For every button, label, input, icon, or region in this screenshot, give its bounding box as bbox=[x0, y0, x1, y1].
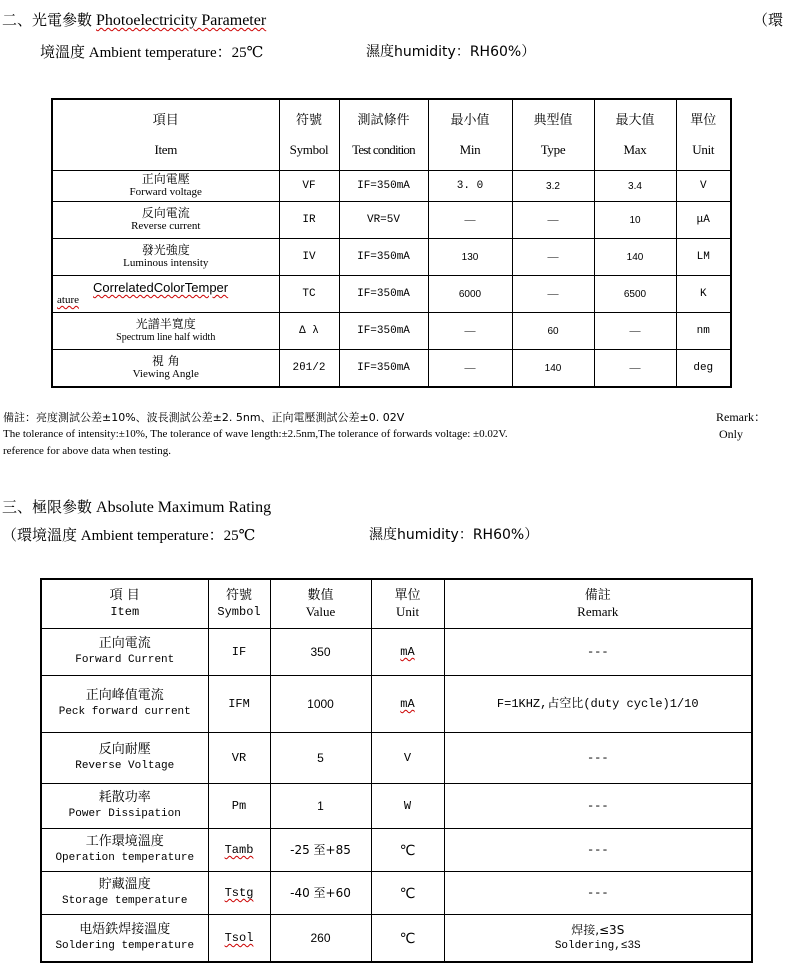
remark-cell: --- bbox=[444, 829, 752, 872]
unit-cell: nm bbox=[676, 313, 731, 350]
section3-title-en: Absolute Maximum Rating bbox=[96, 499, 272, 516]
notes-en-cont: reference for above data when testing. bbox=[3, 445, 171, 457]
symbol-cell: VR bbox=[208, 733, 270, 784]
condition-cell: IF=350mA bbox=[339, 276, 428, 313]
remark-cell: --- bbox=[444, 629, 752, 676]
unit-cell: mA bbox=[371, 676, 444, 733]
item-cell: CorrelatedColorTemper ature bbox=[52, 276, 279, 313]
table1-header-cell: 項目 Item bbox=[52, 99, 279, 171]
value-cell: 5 bbox=[270, 733, 371, 784]
table1-row bbox=[52, 239, 731, 276]
remark-only: Only bbox=[719, 427, 743, 441]
table2-header-cell: 備註 Remark bbox=[444, 579, 752, 629]
unit-cell: LM bbox=[676, 239, 731, 276]
table1-header-cell: 符號 Symbol bbox=[279, 99, 339, 171]
symbol-cell: Tamb bbox=[208, 829, 270, 872]
item-cell: 反向耐壓 Reverse Voltage bbox=[41, 733, 208, 784]
value-cell: 350 bbox=[270, 629, 371, 676]
min-cell: 3. 0 bbox=[428, 171, 512, 202]
remark-label: Remark： bbox=[716, 410, 766, 424]
remark-cell: --- bbox=[444, 733, 752, 784]
section2-title-en: Photoelectricity Parameter bbox=[96, 12, 267, 29]
table2-row bbox=[41, 829, 752, 872]
min-cell: — bbox=[428, 313, 512, 350]
condition-cell: IF=350mA bbox=[339, 350, 428, 388]
value-cell: -25 至+85 bbox=[270, 829, 371, 872]
unit-cell: V bbox=[371, 733, 444, 784]
typ-cell: — bbox=[512, 239, 594, 276]
table2-row bbox=[41, 915, 752, 963]
typ-cell: 3.2 bbox=[512, 171, 594, 202]
table2-row bbox=[41, 629, 752, 676]
section3-conditions-a: （環境溫度 Ambient temperature：25℃ bbox=[2, 528, 256, 544]
min-cell: — bbox=[428, 202, 512, 239]
max-cell: — bbox=[594, 350, 676, 388]
table1-header-cell: 最大值 Max bbox=[594, 99, 676, 171]
symbol-cell: IFM bbox=[208, 676, 270, 733]
symbol-cell: IF bbox=[208, 629, 270, 676]
table1-header-cell: 測試條件 Test condition bbox=[339, 99, 428, 171]
table2-header-cell: 項 目 Item bbox=[41, 579, 208, 629]
section2-title-prefix: 二、光電參數 bbox=[2, 11, 93, 29]
item-cell: 耗散功率 Power Dissipation bbox=[41, 784, 208, 829]
symbol-cell: Δ λ bbox=[279, 313, 339, 350]
item-cell: 反向電流 Reverse current bbox=[52, 202, 279, 239]
symbol-cell: IR bbox=[279, 202, 339, 239]
table2-row bbox=[41, 676, 752, 733]
section2-right-fragment: （環 bbox=[753, 11, 784, 29]
remark-cell: --- bbox=[444, 784, 752, 829]
condition-cell: IF=350mA bbox=[339, 313, 428, 350]
remark-cell: --- bbox=[444, 872, 752, 915]
value-cell: 1 bbox=[270, 784, 371, 829]
item-cell: 电焐鉄焊接溫度 Soldering temperature bbox=[41, 915, 208, 963]
notes-zh: 備註：亮度測試公差±10%、波長測試公差±2. 5nm、正向電壓測試公差±0. 02V bbox=[3, 411, 405, 424]
item-cell: 光譜半寬度 Spectrum line half width bbox=[52, 313, 279, 350]
unit-cell: K bbox=[676, 276, 731, 313]
symbol-cell: Pm bbox=[208, 784, 270, 829]
item-cell: 視 角 Viewing Angle bbox=[52, 350, 279, 388]
unit-cell: ℃ bbox=[371, 915, 444, 963]
condition-cell: VR=5V bbox=[339, 202, 428, 239]
section2-conditions-b: 濕度humidity：RH60%） bbox=[366, 44, 536, 60]
max-cell: 140 bbox=[594, 239, 676, 276]
item-cell: 正向峰值電流 Peck forward current bbox=[41, 676, 208, 733]
unit-cell: ℃ bbox=[371, 829, 444, 872]
max-cell: — bbox=[594, 313, 676, 350]
table2-row bbox=[41, 733, 752, 784]
table1-row bbox=[52, 313, 731, 350]
unit-cell: deg bbox=[676, 350, 731, 388]
max-cell: 6500 bbox=[594, 276, 676, 313]
section2-title bbox=[2, 9, 266, 30]
value-cell: 1000 bbox=[270, 676, 371, 733]
symbol-cell: VF bbox=[279, 171, 339, 202]
table2-header-cell: 數值 Value bbox=[270, 579, 371, 629]
item-cell: 正向電流 Forward Current bbox=[41, 629, 208, 676]
photoelectric-table bbox=[51, 98, 732, 388]
max-cell: 10 bbox=[594, 202, 676, 239]
typ-cell: 60 bbox=[512, 313, 594, 350]
table1-header-cell: 最小值 Min bbox=[428, 99, 512, 171]
min-cell: 130 bbox=[428, 239, 512, 276]
section2-conditions-a: 境溫度 Ambient temperature：25℃ bbox=[40, 45, 264, 61]
table1-row bbox=[52, 202, 731, 239]
table1-row bbox=[52, 276, 731, 313]
typ-cell: — bbox=[512, 202, 594, 239]
min-cell: — bbox=[428, 350, 512, 388]
condition-cell: IF=350mA bbox=[339, 171, 428, 202]
absolute-max-table bbox=[40, 578, 753, 963]
value-cell: 260 bbox=[270, 915, 371, 963]
condition-cell: IF=350mA bbox=[339, 239, 428, 276]
table1-header-cell: 單位 Unit bbox=[676, 99, 731, 171]
table2-row bbox=[41, 872, 752, 915]
item-cell: 工作環境溫度 Operation temperature bbox=[41, 829, 208, 872]
unit-cell: ℃ bbox=[371, 872, 444, 915]
value-cell: -40 至+60 bbox=[270, 872, 371, 915]
typ-cell: 140 bbox=[512, 350, 594, 388]
remark-cell: F=1KHZ,占空比(duty cycle)1/10 bbox=[444, 676, 752, 733]
unit-cell: mA bbox=[371, 629, 444, 676]
table1-row bbox=[52, 171, 731, 202]
symbol-cell: 2θ1/2 bbox=[279, 350, 339, 388]
item-cell: 發光強度 Luminous intensity bbox=[52, 239, 279, 276]
notes-en: The tolerance of intensity:±10%, The tolerance of wave length:±2.5nm,The tolerance of forwards voltage: ±0.02V. bbox=[3, 428, 508, 440]
table2-header-cell: 單位 Unit bbox=[371, 579, 444, 629]
table1-header-row bbox=[52, 99, 731, 171]
typ-cell: — bbox=[512, 276, 594, 313]
table2-header-cell: 符號 Symbol bbox=[208, 579, 270, 629]
unit-cell: V bbox=[676, 171, 731, 202]
remark-cell: 焊接,≤3S Soldering,≤3S bbox=[444, 915, 752, 963]
unit-cell: μA bbox=[676, 202, 731, 239]
table2-row bbox=[41, 784, 752, 829]
section3-title-prefix: 三、極限參數 bbox=[2, 498, 93, 516]
item-cell: 貯藏溫度 Storage temperature bbox=[41, 872, 208, 915]
table1-row bbox=[52, 350, 731, 388]
table1-header-cell: 典型值 Type bbox=[512, 99, 594, 171]
symbol-cell: IV bbox=[279, 239, 339, 276]
min-cell: 6000 bbox=[428, 276, 512, 313]
section3-title bbox=[2, 496, 271, 517]
symbol-cell: Tstg bbox=[208, 872, 270, 915]
table2-header-row bbox=[41, 579, 752, 629]
symbol-cell: Tsol bbox=[208, 915, 270, 963]
section3-conditions-b: 濕度humidity：RH60%） bbox=[369, 527, 539, 543]
symbol-cell: TC bbox=[279, 276, 339, 313]
item-cell: 正向電壓 Forward voltage bbox=[52, 171, 279, 202]
unit-cell: W bbox=[371, 784, 444, 829]
max-cell: 3.4 bbox=[594, 171, 676, 202]
